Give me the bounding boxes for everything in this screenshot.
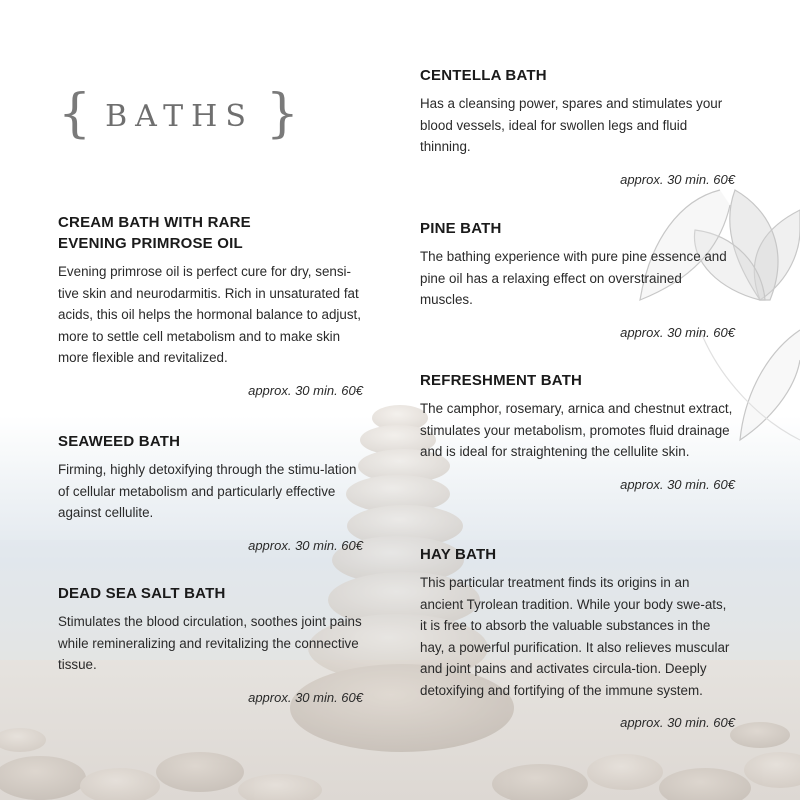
treatment-description: Has a cleansing power, spares and stimulates your blood vessels, ideal for swollen legs and fluid thinning. <box>420 96 723 154</box>
treatment-price: approx. 30 min. 60€ <box>248 537 363 553</box>
treatment-heading <box>58 212 363 254</box>
treatment-heading <box>420 65 735 86</box>
treatment-price: approx. 30 min. 60€ <box>620 171 735 187</box>
treatment-price: approx. 30 min. 60€ <box>620 715 735 730</box>
heading-line: CENTELLA BATH <box>420 67 547 84</box>
title-brace-open: { <box>58 84 92 144</box>
treatment-seaweed-bath <box>58 431 363 553</box>
heading-line: EVENING PRIMROSE OIL <box>58 235 243 252</box>
treatment-heading <box>420 370 735 391</box>
heading-line: PINE BATH <box>420 220 502 237</box>
treatment-description: The bathing experience with pure pine essence and pine oil has a relaxing effect on overstrained muscles. <box>420 249 727 307</box>
treatment-description: This particular treatment finds its origins in an ancient Tyrolean tradition. While your body swe-ats, it is free to absorb the valuable substances in the hay, a powerful purification. It also relieves muscular and joint pains and activates circula-tion. Deeply detoxifying and fortifying of the immune system. <box>420 575 730 698</box>
treatment-description: Firming, highly detoxifying through the stimu-lation of cellular metabolism and particularly effective against cellulite. <box>58 462 357 520</box>
treatment-cream-bath <box>58 212 363 398</box>
treatment-price: approx. 30 min. 60€ <box>620 476 735 492</box>
heading-line: SEAWEED BATH <box>58 433 181 450</box>
treatment-heading <box>420 218 735 239</box>
title-text: BATHS <box>105 98 254 134</box>
treatment-dead-sea-salt-bath <box>58 583 363 705</box>
heading-line: REFRESHMENT BATH <box>420 372 583 389</box>
treatment-refreshment-bath <box>420 370 735 492</box>
treatment-description: Evening primrose oil is perfect cure for dry, sensi-tive skin and neurodarmitis. Rich in unsaturated fat acids, this oil helps the hormonal balance to adjust, more to settle cell metabolism and to make skin more flexible and revitalized. <box>58 264 361 365</box>
heading-line: DEAD SEA SALT BATH <box>58 585 226 602</box>
treatment-centella-bath <box>420 65 735 187</box>
treatment-price: approx. 30 min. 60€ <box>248 382 363 398</box>
treatment-hay-bath <box>420 544 735 730</box>
treatment-heading <box>420 544 735 565</box>
section-title <box>58 84 299 144</box>
treatment-heading <box>58 431 363 452</box>
heading-line: HAY BATH <box>420 546 497 563</box>
title-brace-close: } <box>265 84 299 144</box>
heading-line: CREAM BATH WITH RARE <box>58 214 251 231</box>
treatment-description: The camphor, rosemary, arnica and chestnut extract, stimulates your metabolism, promotes fluid drainage and is ideal for straightening the cellulite skin. <box>420 401 733 459</box>
treatment-heading <box>58 583 363 604</box>
treatment-description: Stimulates the blood circulation, soothes joint pains while remineralizing and revitalizing the connective tissue. <box>58 614 362 672</box>
treatment-price: approx. 30 min. 60€ <box>620 324 735 340</box>
treatment-price: approx. 30 min. 60€ <box>248 689 363 705</box>
treatment-pine-bath <box>420 218 735 340</box>
